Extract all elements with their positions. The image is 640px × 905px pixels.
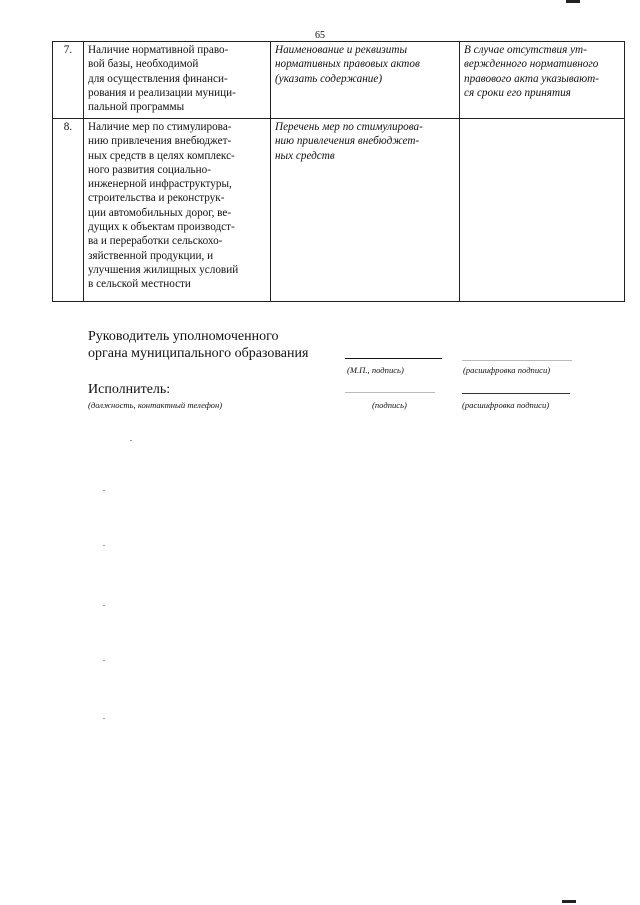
head-title-line1: Руководитель уполномоченного — [88, 329, 279, 344]
criteria-table — [52, 41, 625, 302]
head-stamp-caption: (М.П., подпись) — [347, 365, 404, 375]
scan-speck — [103, 660, 105, 661]
scan-mark-top — [566, 0, 580, 3]
head-signature-line — [345, 358, 442, 359]
scan-speck — [103, 718, 105, 719]
executor-sign-caption: (подпись) — [372, 400, 407, 410]
scan-speck — [103, 545, 105, 546]
head-title-line2: органа муниципального образования — [88, 346, 309, 361]
table-row — [53, 119, 625, 302]
executor-decode-line — [462, 393, 570, 394]
head-decode-line — [462, 360, 572, 361]
executor-label: Исполнитель: — [88, 382, 171, 397]
scan-speck — [130, 440, 132, 441]
page-number: 65 — [315, 30, 325, 41]
executor-decode-caption: (расшифровка подписи) — [462, 400, 550, 410]
table-row — [53, 42, 625, 119]
row-number: 7. — [53, 42, 84, 119]
criterion-name: Наличие нормативной право- вой базы, необходимой для осуществления финанси- рования и реализации муници- пальной программы — [84, 42, 271, 119]
executor-caption: (должность, контактный телефон) — [88, 400, 223, 410]
criterion-evidence: Перечень мер по стимулирова- нию привлечения внебюджет- ных средств — [271, 119, 460, 302]
executor-signature-line — [345, 392, 435, 393]
criterion-note — [460, 119, 625, 302]
criterion-evidence: Наименование и реквизиты нормативных правовых актов (указать содержание) — [271, 42, 460, 119]
criterion-name: Наличие мер по стимулирова- нию привлечения внебюджет- ных средств в целях комплекс- ного развития социально- инженерной инфраструктуры, строительства и реконструк- ции автомобильных дорог, ве- дущих к объектам производст- ва и переработки сельскохо- зяйственной продукции, и улучшения жилищных условий в сельской местности — [84, 119, 271, 302]
scan-speck — [103, 605, 105, 606]
scan-speck — [103, 490, 105, 491]
criterion-note: В случае отсутствия ут- вержденного нормативного правового акта указывают- ся сроки его принятия — [460, 42, 625, 119]
scan-mark-bottom — [562, 900, 576, 903]
head-decode-caption: (расшифровка подписи) — [463, 365, 551, 375]
row-number: 8. — [53, 119, 84, 302]
